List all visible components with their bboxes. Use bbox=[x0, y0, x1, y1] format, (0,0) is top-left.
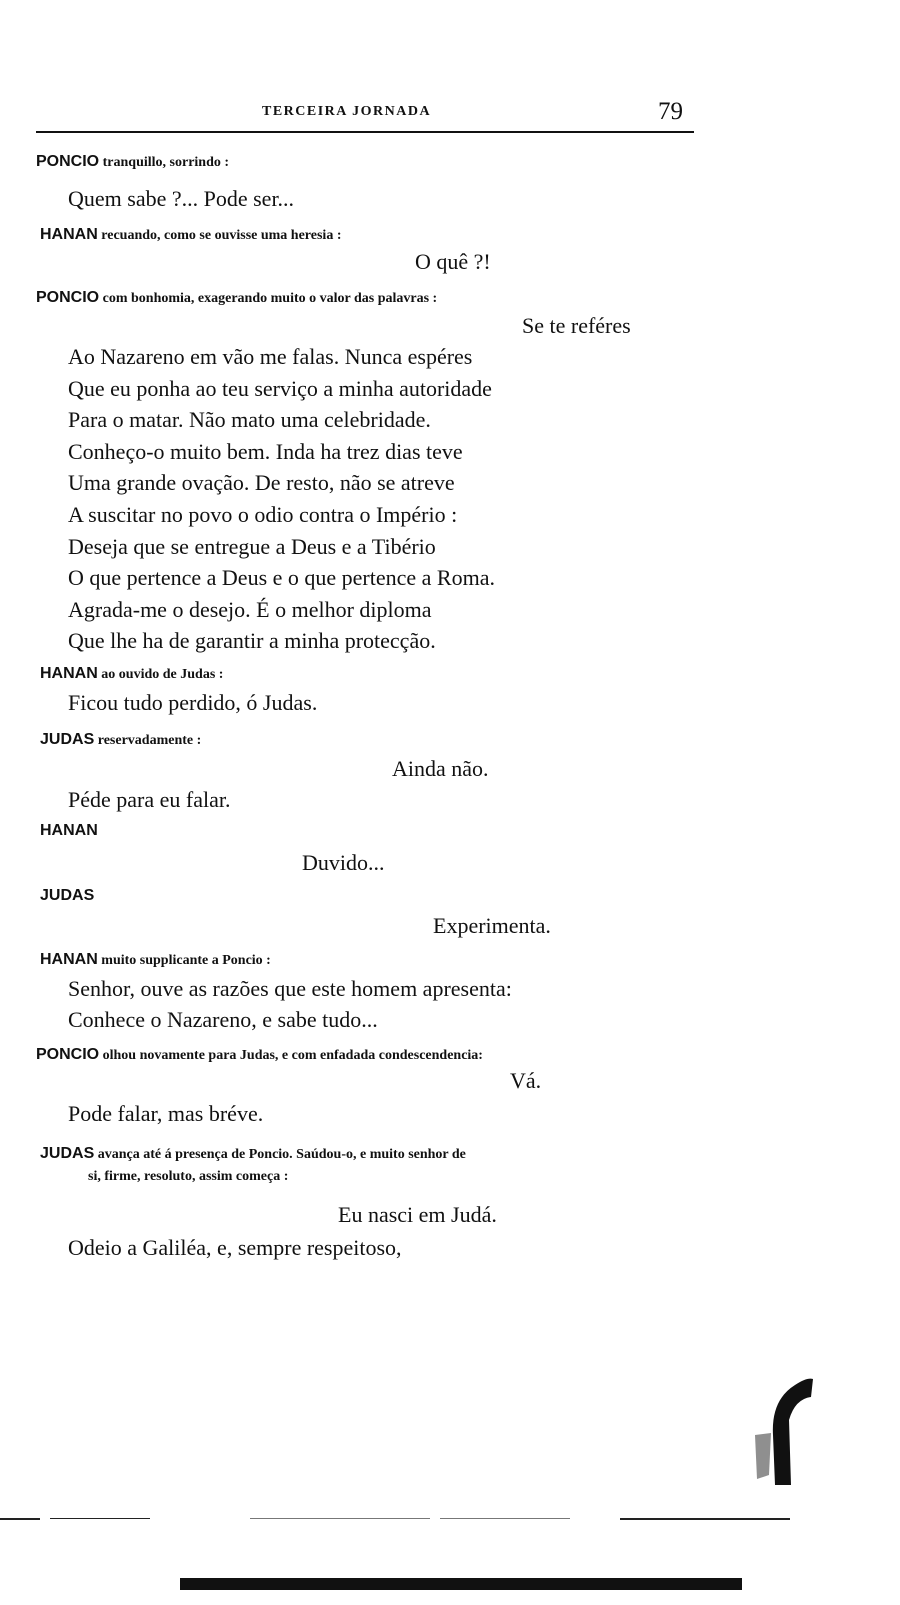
verse-line: Conheço-o muito bem. Inda ha trez dias teve bbox=[68, 439, 463, 464]
stage-direction bbox=[40, 951, 271, 969]
verse-line: Se te reféres bbox=[522, 313, 631, 338]
verse-line: Agrada-me o desejo. É o melhor diploma bbox=[68, 597, 432, 622]
verse-line: Duvido... bbox=[302, 850, 385, 875]
stage-direction bbox=[36, 289, 437, 307]
stage-direction bbox=[36, 153, 229, 171]
direction-text: olhou novamente para Judas, e com enfadada condescendencia: bbox=[99, 1048, 483, 1063]
page-number: 79 bbox=[658, 98, 683, 125]
speaker-name: PONCIO bbox=[36, 153, 100, 170]
speaker-name: JUDAS bbox=[40, 887, 95, 904]
verse-line: Pode falar, mas bréve. bbox=[68, 1101, 264, 1126]
header-rule bbox=[36, 131, 694, 133]
speaker-name: HANAN bbox=[40, 951, 98, 968]
verse-line: Conhece o Nazareno, e sabe tudo... bbox=[68, 1007, 378, 1032]
stage-direction bbox=[40, 731, 201, 749]
stage-direction bbox=[36, 1046, 483, 1064]
stage-direction bbox=[40, 665, 223, 683]
verse-line: Péde para eu falar. bbox=[68, 787, 231, 812]
verse-line: Ao Nazareno em vão me falas. Nunca espéres bbox=[68, 344, 473, 369]
verse-line: O quê ?! bbox=[415, 249, 491, 274]
verse-line: O que pertence a Deus e o que pertence a Roma. bbox=[68, 565, 495, 590]
verse-line: Deseja que se entregue a Deus e a Tibério bbox=[68, 534, 436, 559]
speaker-name: PONCIO bbox=[36, 289, 100, 306]
direction-text: com bonhomia, exagerando muito o valor das palavras : bbox=[99, 291, 438, 306]
scan-mark bbox=[440, 1518, 570, 1519]
verse-line: Odeio a Galiléa, e, sempre respeitoso, bbox=[68, 1235, 402, 1260]
speaker-name: HANAN bbox=[40, 226, 98, 243]
bottom-bar bbox=[180, 1578, 742, 1590]
direction-text: avança até á presença de Poncio. Saúdou-o, e muito senhor de bbox=[94, 1147, 466, 1162]
verse-line: Eu nasci em Judá. bbox=[338, 1202, 497, 1227]
stage-direction-continued bbox=[88, 1168, 288, 1185]
scan-mark bbox=[620, 1518, 790, 1520]
running-header: TERCEIRA JORNADA bbox=[262, 104, 432, 119]
speaker-name: HANAN bbox=[40, 822, 98, 839]
verse-line: Ainda não. bbox=[392, 756, 489, 781]
verse-line: Para o matar. Não mato uma celebridade. bbox=[68, 407, 431, 432]
verse-line: Quem sabe ?... Pode ser... bbox=[68, 186, 295, 211]
speaker-name: JUDAS bbox=[40, 1145, 95, 1162]
direction-text: si, firme, resoluto, assim começa : bbox=[88, 1169, 289, 1184]
speaker-name: HANAN bbox=[40, 665, 98, 682]
verse-line: Experimenta. bbox=[433, 913, 551, 938]
speaker-name: PONCIO bbox=[36, 1046, 100, 1063]
verse-line: Vá. bbox=[510, 1068, 542, 1093]
stage-direction bbox=[40, 226, 341, 244]
direction-text: muito supplicante a Poncio : bbox=[97, 953, 271, 968]
direction-text: ao ouvido de Judas : bbox=[97, 667, 224, 682]
verse-line: Ficou tudo perdido, ó Judas. bbox=[68, 690, 318, 715]
verse-line: Senhor, ouve as razões que este homem apresenta: bbox=[68, 976, 512, 1001]
scan-mark bbox=[0, 1518, 40, 1520]
direction-text: reservadamente : bbox=[94, 733, 202, 748]
ink-smudge bbox=[755, 1375, 813, 1485]
verse-line: Que lhe ha de garantir a minha protecção. bbox=[68, 628, 436, 653]
scan-mark bbox=[50, 1518, 150, 1519]
direction-text: tranquillo, sorrindo : bbox=[99, 155, 230, 170]
speaker-name: JUDAS bbox=[40, 731, 95, 748]
verse-line: A suscitar no povo o odio contra o Império : bbox=[68, 502, 458, 527]
stage-direction bbox=[40, 822, 98, 840]
scan-mark bbox=[250, 1518, 430, 1519]
stage-direction bbox=[40, 1145, 466, 1163]
verse-line: Uma grande ovação. De resto, não se atreve bbox=[68, 470, 455, 495]
stage-direction bbox=[40, 887, 94, 905]
verse-line: Que eu ponha ao teu serviço a minha autoridade bbox=[68, 376, 492, 401]
direction-text: recuando, como se ouvisse uma heresia : bbox=[97, 228, 342, 243]
